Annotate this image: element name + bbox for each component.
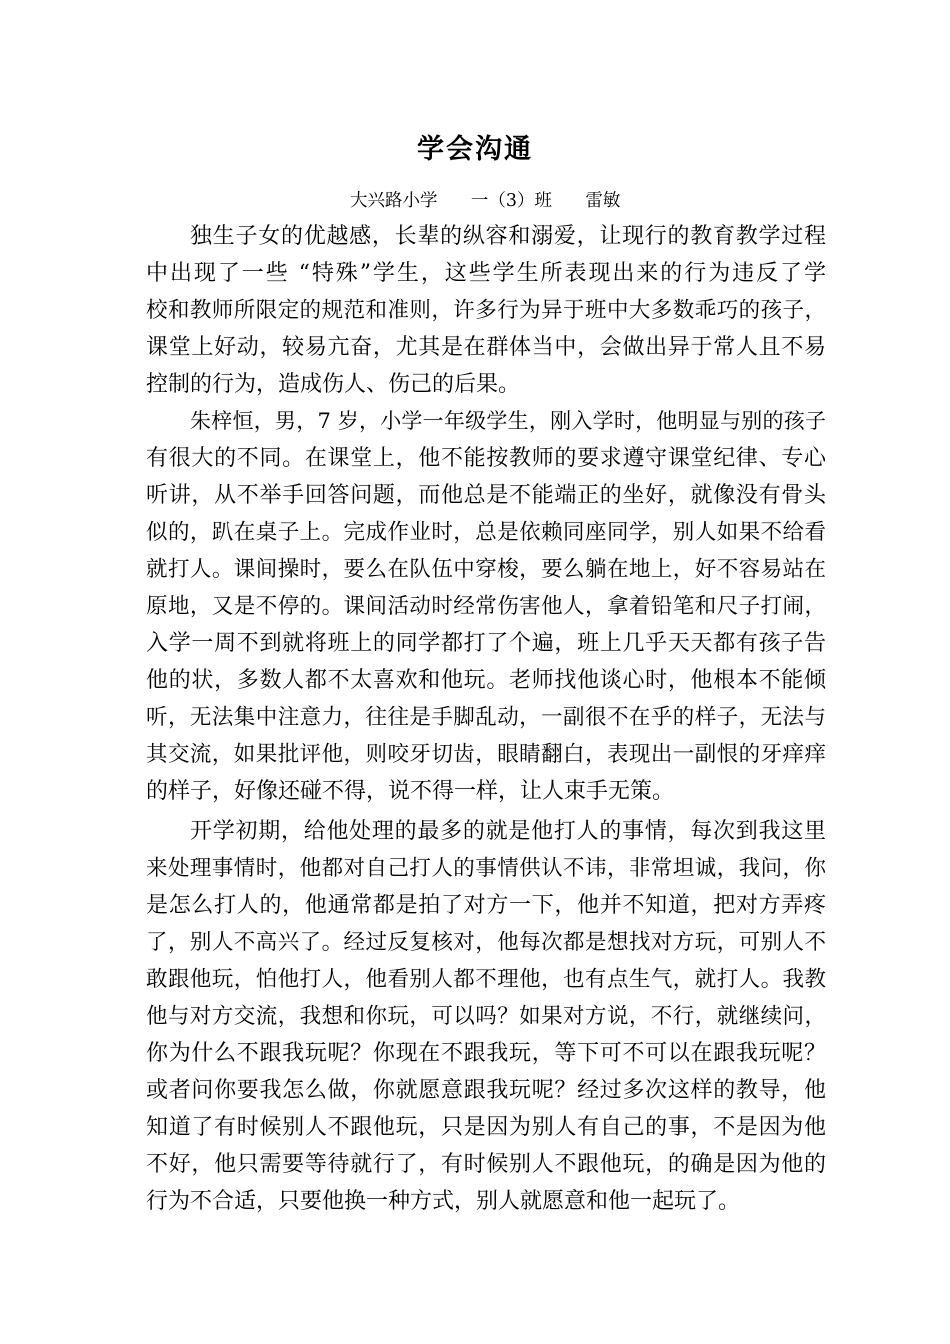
paragraph-3-line-8: 或者问你要我怎么做，你就愿意跟我玩呢？经过多次这样的教导，他 [146,1078,826,1103]
paragraph-2-line-10: 其交流，如果批评他，则咬牙切齿，眼睛翻白，表现出一副恨的牙痒痒 [146,742,826,767]
document-title: 学会沟通 [417,134,533,165]
paragraph-3-line-6: 他与对方交流，我想和你玩，可以吗？如果对方说，不行，就继续问， [146,1004,826,1029]
paragraph-3-line-9: 知道了有时候别人不跟他玩，只是因为别人有自己的事，不是因为他 [146,1115,826,1140]
byline [350,187,620,215]
paragraph-3-line-5: 敢跟他玩，怕他打人，他看别人都不理他，也有点生气，就打人。我教 [146,967,826,992]
paragraph-3-line-2: 来处理事情时，他都对自己打人的事情供认不讳，非常坦诚，我问，你 [146,856,826,881]
paragraph-1-line-5: 控制的行为，造成伤人、伤己的后果。 [146,372,521,397]
paragraph-3-line-3: 是怎么打人的，他通常都是拍了对方一下，他并不知道，把对方弄疼 [146,893,826,918]
paragraph-2-line-4: 似的，趴在桌子上。完成作业时，总是依赖同座同学，别人如果不给看 [146,520,826,545]
paragraph-3-line-7: 你为什么不跟我玩呢？你现在不跟我玩，等下可不可以在跟我玩呢？ [146,1041,826,1066]
paragraph-1-line-4: 课堂上好动，较易亢奋，尤其是在群体当中，会做出异于常人且不易 [146,335,826,360]
paragraph-2-line-11: 的样子，好像还碰不得，说不得一样，让人束手无策。 [146,779,675,804]
paragraph-2-line-5: 就打人。课间操时，要么在队伍中穿梭，要么躺在地上，好不容易站在 [146,557,826,582]
paragraph-3-line-11: 行为不合适，只要他换一种方式，别人就愿意和他一起玩了。 [146,1189,741,1214]
byline-author: 雷敏 [585,191,621,211]
paragraph-2-line-6: 原地，又是不停的。课间活动时经常伤害他人，拿着铅笔和尺子打闹， [146,594,826,619]
paragraph-2-line-2: 有很大的不同。在课堂上，他不能按教师的要求遵守课堂纪律、专心 [146,446,826,471]
paragraph-1-line-2: 中出现了一些 “特殊”学生，这些学生所表现出来的行为违反了学 [146,261,826,286]
byline-school: 大兴路小学 [350,191,438,211]
paragraph-2-line-7: 入学一周不到就将班上的同学都打了个遍，班上几乎天天都有孩子告 [146,631,826,656]
paragraph-2-line-9: 听，无法集中注意力，往往是手脚乱动，一副很不在乎的样子，无法与 [146,705,826,730]
byline-class: 一（3）班 [470,191,553,211]
paragraph-1-line-3: 校和教师所限定的规范和准则，许多行为异于班中大多数乖巧的孩子， [146,298,826,323]
paragraph-2-line-3: 听讲，从不举手回答问题，而他总是不能端正的坐好，就像没有骨头 [146,483,826,508]
paragraph-3-line-1: 开学初期，给他处理的最多的就是他打人的事情，每次到我这里 [190,819,826,844]
paragraph-2-line-1: 朱梓恒，男，7 岁，小学一年级学生，刚入学时，他明显与别的孩子 [190,409,826,433]
paragraph-1-line-1: 独生子女的优越感，长辈的纵容和溺爱，让现行的教育教学过程 [190,224,826,249]
paragraph-3-line-10: 不好，他只需要等待就行了，有时候别人不跟他玩，的确是因为他的 [146,1152,826,1177]
paragraph-3-line-4: 了，别人不高兴了。经过反复核对，他每次都是想找对方玩，可别人不 [146,930,826,955]
paragraph-2-line-8: 他的状，多数人都不太喜欢和他玩。老师找他谈心时，他根本不能倾 [146,668,826,693]
